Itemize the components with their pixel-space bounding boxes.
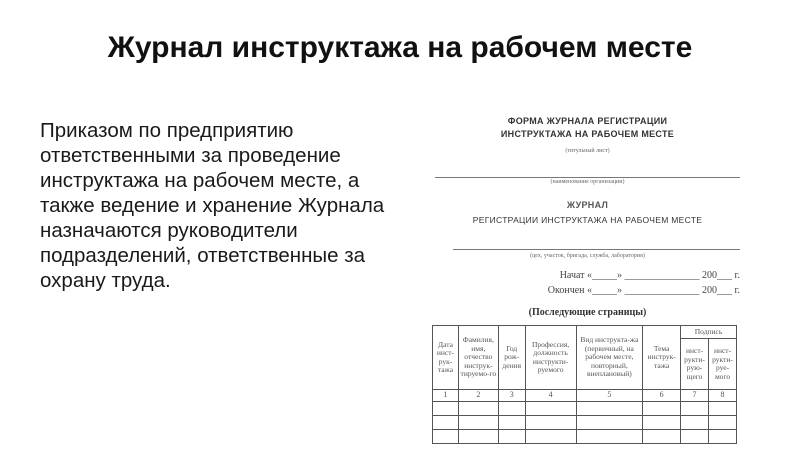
table-row xyxy=(433,416,737,430)
column-header: инст-рукти-рую-щего xyxy=(681,339,709,390)
table-row xyxy=(433,430,737,444)
finished-field: Окончен «_____» _______________ 200___ г. xyxy=(547,285,740,296)
column-header: Фамилия, имя, отчество инструк-тируемо-го xyxy=(458,326,498,390)
org-caption: (наименование организации) xyxy=(550,179,625,185)
column-header: инст-рукти-руе-мого xyxy=(709,339,737,390)
form-heading-2: ИНСТРУКТАЖА НА РАБОЧЕМ МЕСТЕ xyxy=(500,129,675,139)
signature-header: Подпись xyxy=(681,326,737,339)
column-header: Год рож-дения xyxy=(498,326,525,390)
form-heading-1: ФОРМА ЖУРНАЛА РЕГИСТРАЦИИ xyxy=(507,116,668,126)
column-header: Профессия, должность инструкти-руемого xyxy=(525,326,576,390)
dept-caption: (цех, участок, бригада, служба, лаборатория) xyxy=(530,253,645,259)
column-number: 3 xyxy=(498,390,525,402)
org-line xyxy=(435,177,740,178)
column-number-row xyxy=(433,390,737,402)
subsequent-pages-label: (Последующие страницы) xyxy=(528,307,647,318)
journal-form-image xyxy=(425,112,750,447)
column-number: 4 xyxy=(525,390,576,402)
column-header: Вид инструкта-жа (первичный, на рабочем месте, повторный, внеплановый) xyxy=(576,326,643,390)
column-header: Тема инструк-тажа xyxy=(643,326,681,390)
journal-table xyxy=(432,325,737,444)
title-page-note: (титульный лист) xyxy=(565,148,610,154)
column-number: 6 xyxy=(643,390,681,402)
journal-word: ЖУРНАЛ xyxy=(566,200,609,210)
table-row xyxy=(433,402,737,416)
column-number: 8 xyxy=(709,390,737,402)
journal-title: РЕГИСТРАЦИИ ИНСТРУКТАЖА НА РАБОЧЕМ МЕСТЕ xyxy=(472,215,703,225)
column-number: 2 xyxy=(458,390,498,402)
column-number: 7 xyxy=(681,390,709,402)
dept-line xyxy=(453,249,740,250)
column-number: 1 xyxy=(433,390,459,402)
table-header-row xyxy=(433,326,737,339)
slide-body-text: Приказом по предприятию ответственными за проведение инструктажа на рабочем месте, а также ведение и хранение Журнала назначаются руководители подразделений, ответственные за охрану труда. xyxy=(40,119,385,292)
column-header: Дата инст-рук-тажа xyxy=(433,326,459,390)
column-number: 5 xyxy=(576,390,643,402)
started-field: Начат «_____» _______________ 200___ г. xyxy=(559,270,740,281)
slide-title: Журнал инструктажа на рабочем месте xyxy=(107,31,693,64)
